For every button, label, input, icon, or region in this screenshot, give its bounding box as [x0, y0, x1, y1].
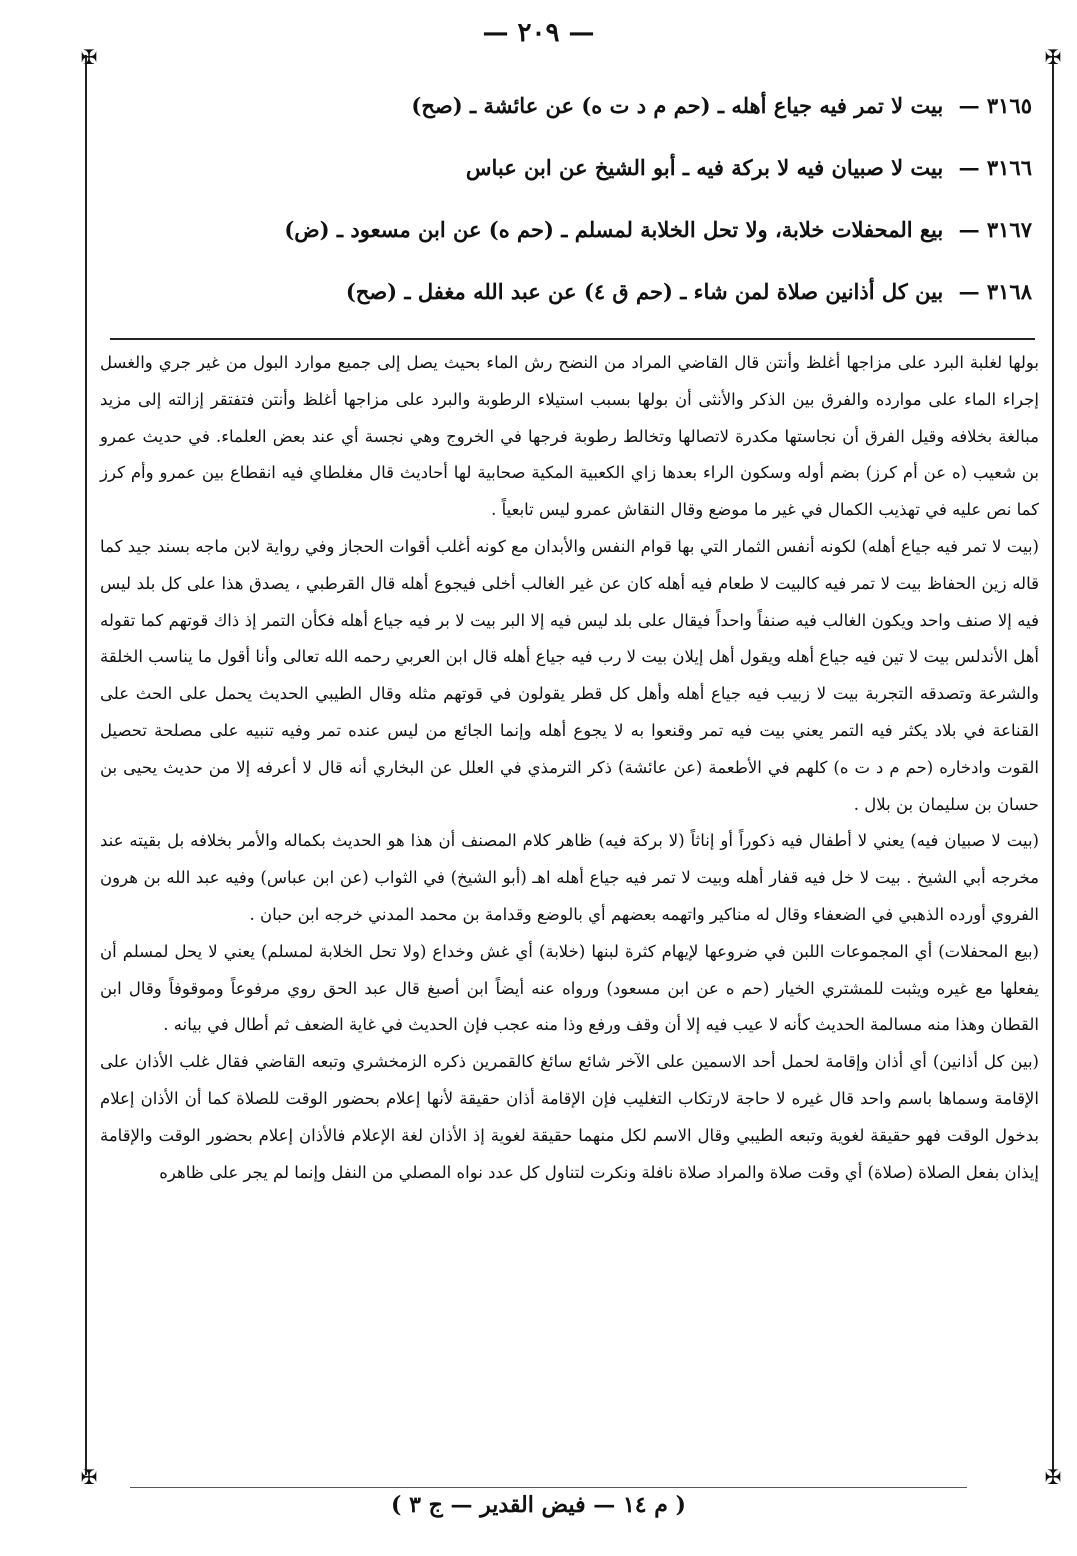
- page-number: — ٢٠٩ —: [482, 18, 595, 48]
- commentary-paragraph: (بيت لا صبيان فيه) يعني لا أطفال فيه ذكوراً أو إناثاً (لا بركة فيه) ظاهر كلام المصنف أن هذا هو الحديث بكماله والأمر بخلافه بل بقيته عند مخرجه أبي الشيخ . بيت لا خل فيه قفار أهله وبيت لا تمر فيه جياع أهله اهـ (أبو الشيخ) في الثواب (عن ابن عباس) وفيه عبد الله بن هرون الفروي أورده الذهبي في الضعفاء وقال له مناكير واتهمه بعضهم أي بالوضع وقدامة بن محمد المدني خرجه ابن حبان .: [100, 831, 1039, 924]
- hadith-number: ٣١٦٨ —: [958, 279, 1032, 304]
- corner-ornament-icon: ✠: [1044, 1465, 1062, 1489]
- corner-ornament-icon: ✠: [1044, 45, 1062, 69]
- corner-ornament-icon: ✠: [80, 1465, 98, 1489]
- hadith-number: ٣١٦٧ —: [958, 217, 1032, 242]
- corner-ornament-icon: ✠: [80, 45, 98, 69]
- page-footer: ( م ١٤ — فيض القدير — ج ٣ ): [391, 1492, 686, 1518]
- hadith-item: [110, 266, 1032, 328]
- hadith-text: بيع المحفلات خلابة، ولا تحل الخلابة لمسلم ـ (حم ه) عن ابن مسعود ـ (ض): [284, 217, 944, 242]
- footer-divider: [130, 1487, 967, 1488]
- hadith-list: [110, 80, 1032, 328]
- hadith-text: بيت لا صبيان فيه لا بركة فيه ـ أبو الشيخ عن ابن عباس: [465, 155, 944, 180]
- hadith-text: بيت لا تمر فيه جياع أهله ـ (حم م د ت ه) عن عائشة ـ (صح): [411, 93, 944, 118]
- hadith-item: [110, 204, 1032, 266]
- hadith-number: ٣١٦٥ —: [958, 93, 1032, 118]
- commentary-paragraph: (بيت لا تمر فيه جياع أهله) لكونه أنفس الثمار التي بها قوام النفس والأبدان مع كونه أغلب أقوات الحجاز وفي رواية لابن ماجه بسند جيد كما قاله زين الحفاظ بيت لا تمر فيه كالبيت لا طعام فيه أهله كان عن غير الغالب أخلى فيجوع أهله قال القرطبي ، يصدق هذا على كل بلد ليس فيه إلا صنف واحد ويكون الغالب فيه صنفاً واحداً فيقال على بلد ليس فيه إلا البر بيت لا بر فيه جياع أهله فكأن التمر إذ ذاك قوتهم كما تقوله أهل الأندلس بيت لا تين فيه جياع أهله ويقول أهل إيلان بيت لا رب فيه جياع أهله قال ابن العربي رحمه الله تعالى وأنا أقول ما يناسب الخلقة والشرعة وتصدقه التجربة بيت لا زبيب فيه جياع أهله وأهل كل قطر يقولون في قوتهم مثله وقال الطيبي الحديث يحمل على الحث على القناعة في بلاد يكثر فيه التمر يعني بيت فيه تمر وقنعوا به لا يجوع أهله وإنما الجائع من ليس عنده تمر وفيه تنبيه على مصلحة تحصيل القوت وادخاره (حم م د ت ه) كلهم في الأطعمة (عن عائشة) ذكر الترمذي في العلل عن البخاري أنه قال لا أعرفه إلا من حديث يحيى بن حسان بن سليمان بن بلال .: [100, 536, 1039, 814]
- section-divider: [110, 338, 1035, 340]
- commentary-paragraph: (بين كل أذانين) أي أذان وإقامة لحمل أحد الاسمين على الآخر شائع سائغ كالقمرين ذكره الزمخشري وتبعه القاضي فقال غلب الأذان على الإقامة وسماها باسم واحد قال غيره لا حاجة لارتكاب التغليب فإن الإقامة أذان حقيقة لأنها إعلام بحضور الوقت للصلاة كما أن الأذان إعلام بدخول الوقت فهو حقيقة لغوية وتبعه الطيبي وقال الاسم لكل منهما حقيقة لغوية إذ الأذان لغة الإعلام فالأذان إعلام بحضور الوقت والإقامة إيذان بفعل الصلاة (صلاة) أي وقت صلاة والمراد صلاة نافلة ونكرت لتناول كل عدد نواه المصلي من النفل وإنما لم يجر على ظاهره: [100, 1052, 1039, 1182]
- commentary-paragraph: (بيع المحفلات) أي المجموعات اللبن في ضروعها لإيهام كثرة لبنها (خلابة) أي غش وخداع (ولا تحل الخلابة لمسلم) يعني لا يحل لمسلم أن يفعلها مع غيره ويثبت للمشتري الخيار (حم ه عن ابن مسعود) ورواه عنه أيضاً ابن أصبغ قال عبد الحق روي مرفوعاً وموقوفاً وقال ابن القطان وهذا منه مسالمة الحديث كأنه لا عيب فيه إلا أن وقف ورفع وذا منه عجب فإن الحديث في غاية الضعف ثم أطال في بيانه .: [100, 941, 1039, 1035]
- commentary-paragraph: بولها لغلبة البرد على مزاجها أغلظ وأنتن قال القاضي المراد من النضح رش الماء بحيث يصل إلى جميع موارد البول من غير جري والغسل إجراء الماء على موارده والفرق بين الذكر والأنثى أن بولها بسبب استيلاء الرطوبة والبرد على مزاجها أغلظ وأنتن فتفتقر إزالته إلى مزيد مبالغة بخلافه وقيل الفرق أن نجاستها مكدرة لاتصالها وتخالط رطوبة فرجها في الخروج وهي نجسة أي عند بعض العلماء. في حديث عمرو بن شعيب (ه عن أم كرز) بضم أوله وسكون الراء بعدها زاي الكعبية المكية صحابية لها أحاديث قال مغلطاي فيه انقطاع بين عمرو وأم كرز كما نص عليه في تهذيب الكمال في غير ما موضع وقال النقاش عمرو ليس تابعياً .: [100, 353, 1039, 520]
- hadith-item: [110, 80, 1032, 142]
- hadith-number: ٣١٦٦ —: [958, 155, 1032, 180]
- hadith-text: بين كل أذانين صلاة لمن شاء ـ (حم ق ٤) عن عبد الله مغفل ـ (صح): [345, 279, 944, 304]
- commentary-body: [100, 345, 1039, 1191]
- hadith-item: [110, 142, 1032, 204]
